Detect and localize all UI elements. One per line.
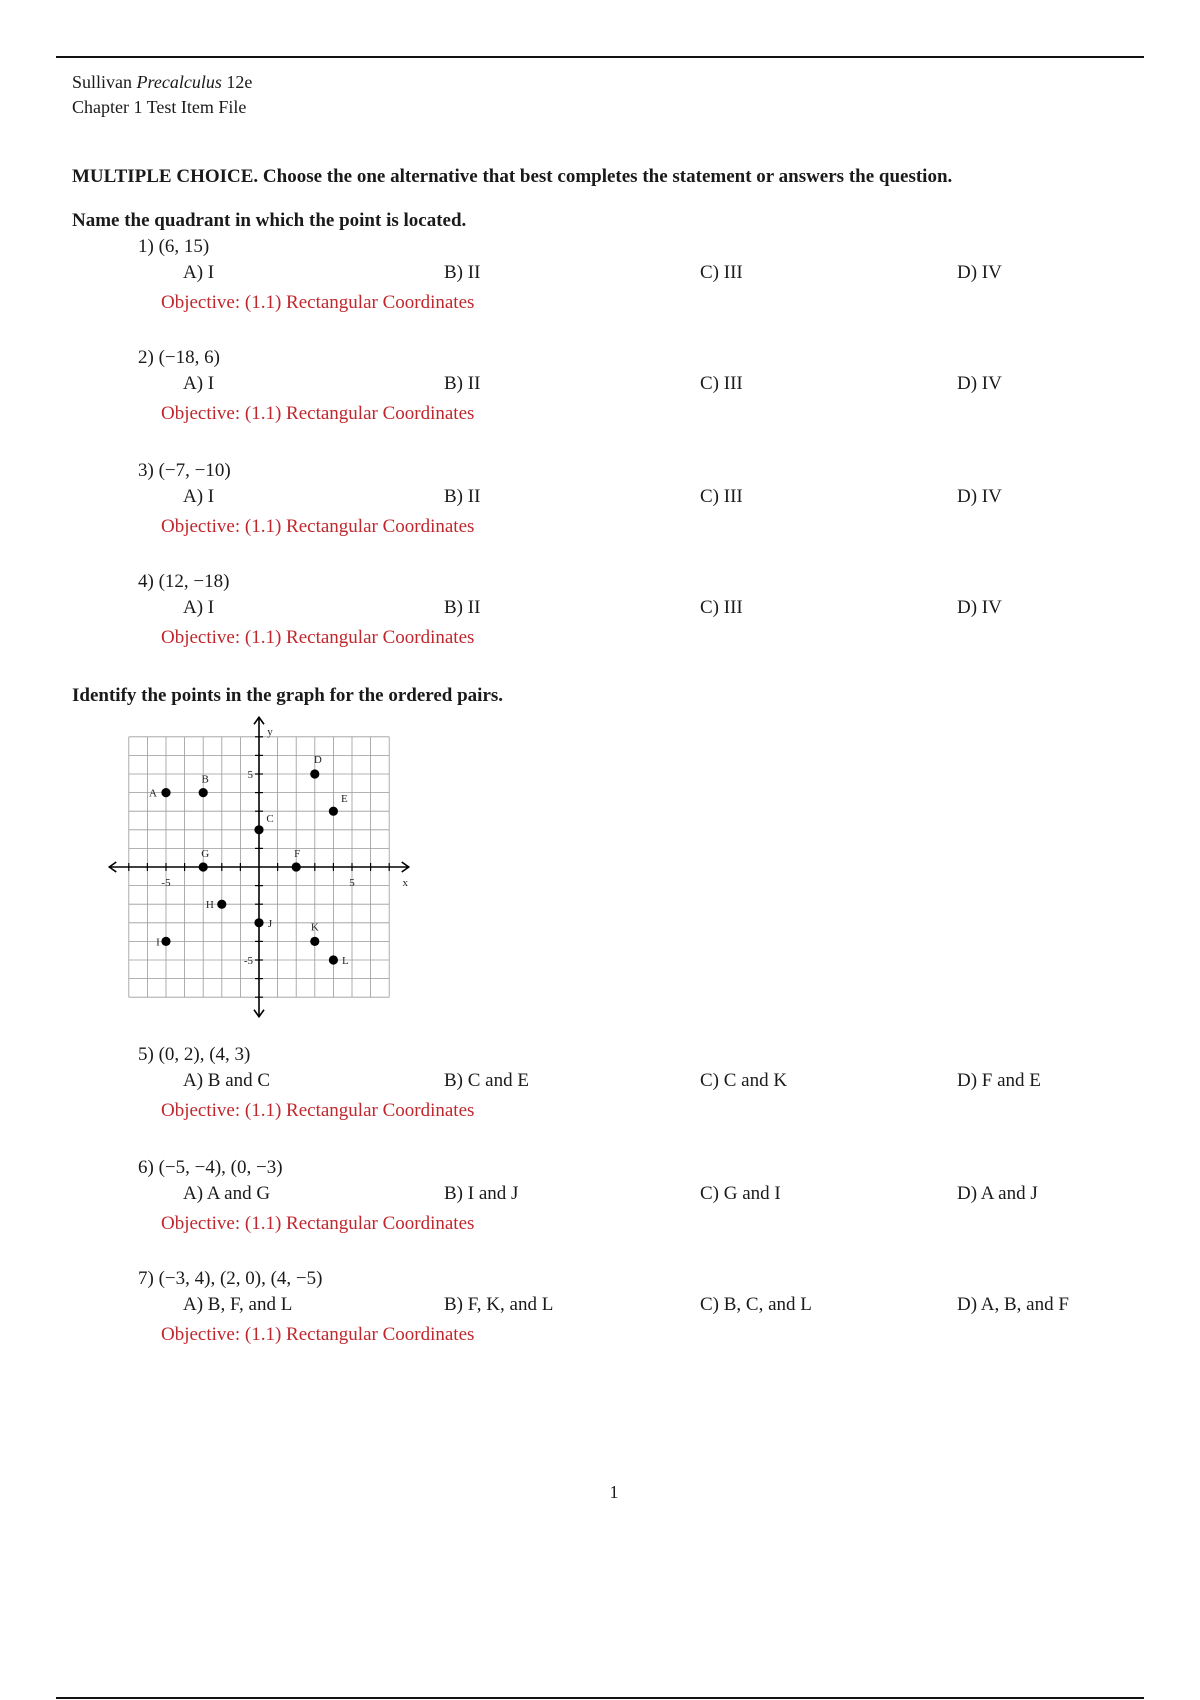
point-D <box>310 769 319 778</box>
point-F <box>292 862 301 871</box>
choice-d[interactable]: D) IV <box>957 597 1002 618</box>
question-stem: 7) (−3, 4), (2, 0), (4, −5) <box>138 1268 323 1289</box>
question-stem: 5) (0, 2), (4, 3) <box>138 1044 251 1065</box>
point-label-F: F <box>294 848 301 860</box>
point-label-J: J <box>267 917 273 930</box>
point-J <box>254 918 263 927</box>
section2-heading: Identify the points in the graph for the ordered pairs. <box>72 685 504 706</box>
choice-b[interactable]: B) II <box>444 373 481 394</box>
choice-a[interactable]: A) I <box>183 373 215 394</box>
point-G <box>199 862 208 871</box>
point-L <box>329 955 338 964</box>
point-A <box>161 788 170 797</box>
choice-d[interactable]: D) F and E <box>957 1070 1041 1091</box>
point-label-H: H <box>205 899 214 912</box>
bottom-rule <box>56 1697 1144 1699</box>
section1-heading: Name the quadrant in which the point is located. <box>72 210 467 231</box>
point-label-L: L <box>342 955 349 967</box>
point-H <box>217 900 226 909</box>
objective: Objective: (1.1) Rectangular Coordinates <box>161 1213 475 1234</box>
choice-c[interactable]: C) III <box>700 486 743 507</box>
y-tick-label-5: 5 <box>247 769 253 781</box>
objective: Objective: (1.1) Rectangular Coordinates <box>161 292 475 313</box>
objective: Objective: (1.1) Rectangular Coordinates <box>161 1100 475 1121</box>
x-tick-label-5: 5 <box>349 877 355 889</box>
top-rule <box>56 56 1144 58</box>
choice-d[interactable]: D) IV <box>957 262 1002 283</box>
point-K <box>310 937 319 946</box>
question-stem: 6) (−5, −4), (0, −3) <box>138 1157 283 1178</box>
choice-a[interactable]: A) I <box>183 262 215 283</box>
page-number: 1 <box>609 1482 619 1502</box>
objective: Objective: (1.1) Rectangular Coordinates <box>161 516 475 537</box>
choice-b[interactable]: B) II <box>444 262 481 283</box>
book-line <box>72 70 252 95</box>
choice-c[interactable]: C) III <box>700 597 743 618</box>
question-stem: 1) (6, 15) <box>138 236 210 257</box>
point-label-G: G <box>201 848 210 860</box>
choice-b[interactable]: B) II <box>444 486 481 507</box>
choice-c[interactable]: C) B, C, and L <box>700 1294 812 1315</box>
point-B <box>199 788 208 797</box>
point-I <box>161 937 170 946</box>
y-axis-label: y <box>267 725 273 738</box>
choice-a[interactable]: A) I <box>183 597 215 618</box>
choice-b[interactable]: B) II <box>444 597 481 618</box>
choice-b[interactable]: B) F, K, and L <box>444 1294 554 1315</box>
choice-a[interactable]: A) A and G <box>183 1183 271 1204</box>
document-header <box>72 70 252 120</box>
instructions: MULTIPLE CHOICE. Choose the one alternative that best completes the statement or answers the question. <box>72 166 953 187</box>
choice-a[interactable]: A) B, F, and L <box>183 1294 293 1315</box>
edition: 12e <box>226 72 253 92</box>
x-tick-label-neg5: -5 <box>161 877 171 889</box>
choice-b[interactable]: B) C and E <box>444 1070 529 1091</box>
choice-a[interactable]: A) B and C <box>183 1070 271 1091</box>
choice-c[interactable]: C) C and K <box>700 1070 788 1091</box>
question-stem: 3) (−7, −10) <box>138 460 231 481</box>
choice-d[interactable]: D) IV <box>957 373 1002 394</box>
objective: Objective: (1.1) Rectangular Coordinates <box>161 627 475 648</box>
choice-d[interactable]: D) IV <box>957 486 1002 507</box>
objective: Objective: (1.1) Rectangular Coordinates <box>161 1324 475 1345</box>
question-stem: 4) (12, −18) <box>138 571 230 592</box>
coordinate-plane <box>100 710 420 1026</box>
choice-c[interactable]: C) G and I <box>700 1183 781 1204</box>
question-stem: 2) (−18, 6) <box>138 347 220 368</box>
choice-b[interactable]: B) I and J <box>444 1183 519 1204</box>
point-label-K: K <box>310 921 319 934</box>
point-label-E: E <box>341 793 348 806</box>
header-subtitle: Chapter 1 Test Item File <box>72 97 247 117</box>
choice-c[interactable]: C) III <box>700 373 743 394</box>
book-title: Precalculus <box>136 72 222 92</box>
coordinate-graph <box>100 710 420 1026</box>
choice-c[interactable]: C) III <box>700 262 743 283</box>
y-tick-label-neg5: -5 <box>243 955 253 967</box>
point-label-B: B <box>201 773 209 786</box>
choice-d[interactable]: D) A and J <box>957 1183 1038 1204</box>
point-C <box>254 825 263 834</box>
x-axis-label: x <box>402 877 408 889</box>
point-label-I: I <box>156 936 160 949</box>
point-label-C: C <box>266 812 274 825</box>
author: Sullivan <box>72 72 133 92</box>
objective: Objective: (1.1) Rectangular Coordinates <box>161 403 475 424</box>
point-E <box>329 807 338 816</box>
choice-d[interactable]: D) A, B, and F <box>957 1294 1069 1315</box>
point-label-D: D <box>313 754 322 766</box>
point-label-A: A <box>149 787 157 800</box>
choice-a[interactable]: A) I <box>183 486 215 507</box>
